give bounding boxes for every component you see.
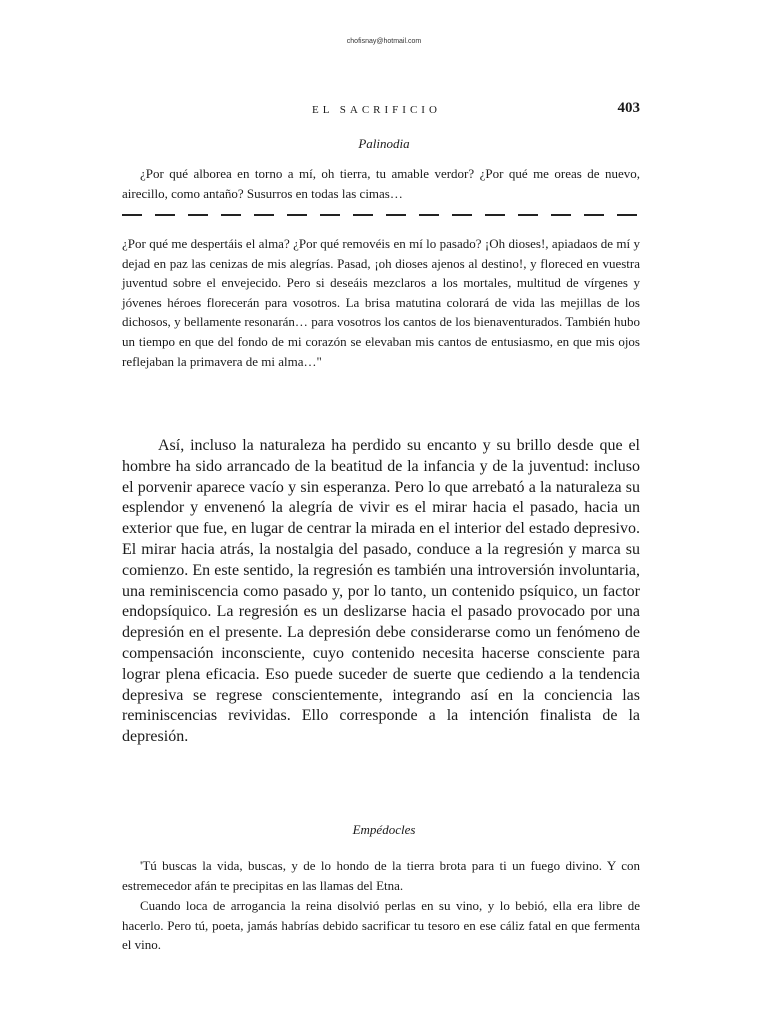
watermark-email: chofisnay@hotmail.com [346,38,422,45]
palinodia-paragraph-2: ¿Por qué me despertáis el alma? ¿Por qué removéis en mí lo pasado? ¡Oh dioses!, apiadaos de mí y dejad en paz las cenizas de mis alegrías. Pasad, ¡oh dioses ajenos al destino!, y floreced en vuestra juventud sobre el envejecido. Pero si deseáis mezclaros a los mortales, multitud de vírgenes y jóvenes héroes florecerán para vosotros. La brisa matutina colorará de vida las mejillas de los dichosos, y bellamente resonarán… para vosotros los cantos de los bienaventurados. También hubo un tiempo en que del fondo de mi corazón se elevaban mis cantos de entusiasmo, en que mis ojos reflejaban la primavera de mi alma…" [122,236,640,369]
palinodia-paragraph-1: ¿Por qué alborea en torno a mí, oh tierra, tu amable verdor? ¿Por qué me oreas de nuevo, airecillo, como antaño? Susurros en todas las cimas… [122,166,640,201]
running-title: EL SACRIFICIO [312,104,441,116]
empedocles-paragraph-2: Cuando loca de arrogancia la reina disolvió perlas en su vino, y lo bebió, ella era libre de hacerlo. Pero tú, poeta, jamás habrías debido sacrificar tu tesoro en ese cáliz fatal en que fermenta el vino. [122,898,640,953]
section-heading-empedocles: Empédocles [352,822,416,837]
empedocles-paragraph-1: 'Tú buscas la vida, buscas, y de lo hondo de la tierra brota para ti un fuego divino. Y con estremecedor afán te precipitas en las llamas del Etna. [122,858,640,893]
main-paragraph: Así, incluso la naturaleza ha perdido su encanto y su brillo desde que el hombre ha sido arrancado de la beatitud de la infancia y de la juventud: incluso el porvenir aparece vacío y sin esperanza. Pero lo que arrebató a la naturaleza su esplendor y envenenó la alegría de vivir es el mirar hacia el pasado, hacia un exterior que fue, en lugar de centrar la mirada en el interior del estado depresivo. El mirar hacia atrás, la nostalgia del pasado, conduce a la regresión y marca su comienzo. En este sentido, la regresión es también una introversión involuntaria, una reminiscencia como pasado y, por lo tanto, un contenido psíquico, un factor endopsíquico. La regresión es un deslizarse hacia el pasado provocado por una depresión en el presente. La depresión debe considerarse como un fenómeno de compensación inconsciente, cuyo contenido necesita hacerse consciente para lograr plena eficacia. Eso puede suceder de suerte que cediendo a la tendencia depresiva se regrese conscientemente, integrando así en la conciencia las reminiscencias revividas. Ello corresponde a la intención finalista de la depresión. [122,437,640,746]
dashed-separator [122,214,640,216]
running-head [120,100,640,124]
page-number: 403 [617,100,640,116]
section-heading-palinodia: Palinodia [358,136,410,151]
